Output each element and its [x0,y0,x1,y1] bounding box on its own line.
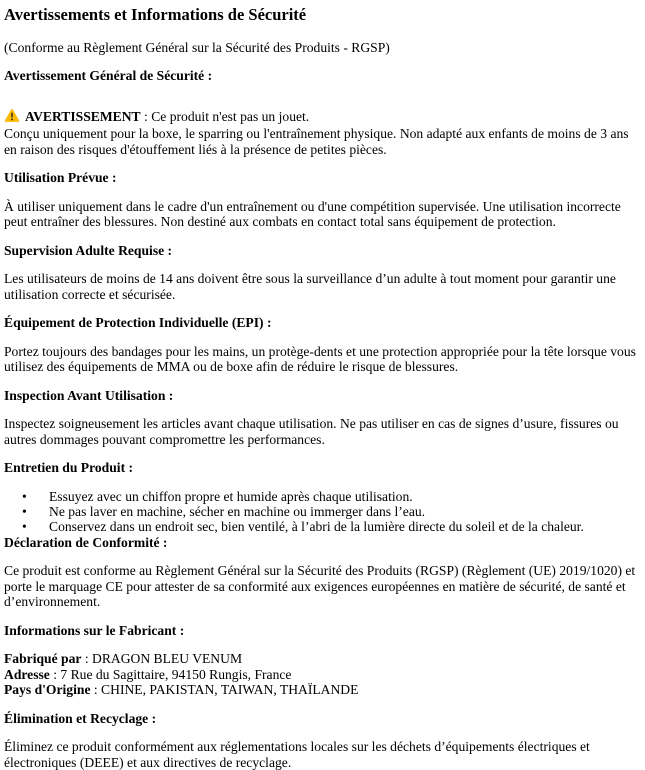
page-title: Avertissements et Informations de Sécurité [4,5,307,24]
warning-body: Conçu uniquement pour la boxe, le sparring ou l'entraînement physique. Non adapté aux enfants de moins de 3 ans en raison des risques d'étouffement liés à la présence de petites pièces. [4,126,629,157]
subtitle: (Conforme au Règlement Général sur la Sécurité des Produits - RGSP) [4,39,390,55]
section-heading-avertissement-general: Avertissement Général de Sécurité : [4,68,213,84]
section-heading-fabricant: Informations sur le Fabricant : [4,622,185,638]
manufacturer-row [4,667,640,682]
epi-body: Portez toujours des bandages pour les mains, un protège-dents et une protection appropriée pour la tête lorsque vous utilisez des équipements de MMA ou de boxe afin de réduire le risque de blessures. [4,343,636,375]
section-heading-supervision-adulte: Supervision Adulte Requise : [4,242,173,258]
manufacturer-value: : DRAGON BLEU VENUM [81,651,243,667]
manufacturer-row [4,682,640,697]
manufacturer-value: : 7 Rue du Sagittaire, 94150 Rungis, France [49,666,292,682]
manufacturer-row [4,651,640,666]
entretien-bullet-list [4,489,640,535]
manufacturer-info [4,651,640,697]
section-heading-entretien: Entretien du Produit : [4,460,134,476]
inspection-body: Inspectez soigneusement les articles avant chaque utilisation. Ne pas utiliser en cas de signes d’usure, fissures ou autres dommages pouvant compromettre les performances. [4,416,619,447]
section-heading-recyclage: Élimination et Recyclage : [4,710,157,726]
manufacturer-value: : CHINE, PAKISTAN, TAIWAN, THAÏLANDE [90,682,359,698]
warning-text: : Ce produit n'est pas un jouet. [140,108,310,124]
list-item: • Conservez dans un endroit sec, bien ventilé, à l’abri de la lumière directe du soleil et de la chaleur. [4,519,640,534]
manufacturer-label: Adresse [4,666,50,682]
warning-label: AVERTISSEMENT [25,108,141,124]
manufacturer-label: Pays d'Origine [4,682,91,698]
list-item: • Ne pas laver en machine, sécher en machine ou immerger dans l’eau. [4,504,640,519]
manufacturer-label: Fabriqué par [4,651,82,667]
conformite-body: Ce produit est conforme au Règlement Général sur la Sécurité des Produits (RGSP) (Règlement (UE) 2019/1020) et porte le marquage CE pour attester de sa conformité aux exigences européennes en matière de sécurité, de santé et d’environnement. [4,563,636,610]
list-item: • Essuyez avec un chiffon propre et humide après chaque utilisation. [4,489,640,504]
warning-triangle-icon [4,108,20,126]
warning-paragraph [4,108,640,157]
supervision-body: Les utilisateurs de moins de 14 ans doivent être sous la surveillance d’un adulte à tout moment pour garantir une utilisation correcte et sécurisée. [4,271,616,302]
section-heading-inspection: Inspection Avant Utilisation : [4,387,174,403]
section-heading-epi: Équipement de Protection Individuelle (EPI) : [4,315,272,331]
recyclage-body: Éliminez ce produit conformément aux réglementations locales sur les déchets d’équipements électriques et électroniques (DEEE) et aux directives de recyclage. [4,739,590,770]
usage-body: À utiliser uniquement dans le cadre d'un entraînement ou d'une compétition supervisée. Une utilisation incorrecte peut entraîner des blessures. Non destiné aux combats en contact total sans équipement de protection. [4,198,621,230]
section-heading-utilisation-prevue: Utilisation Prévue : [4,170,117,186]
section-heading-conformite: Déclaration de Conformité : [4,534,168,550]
